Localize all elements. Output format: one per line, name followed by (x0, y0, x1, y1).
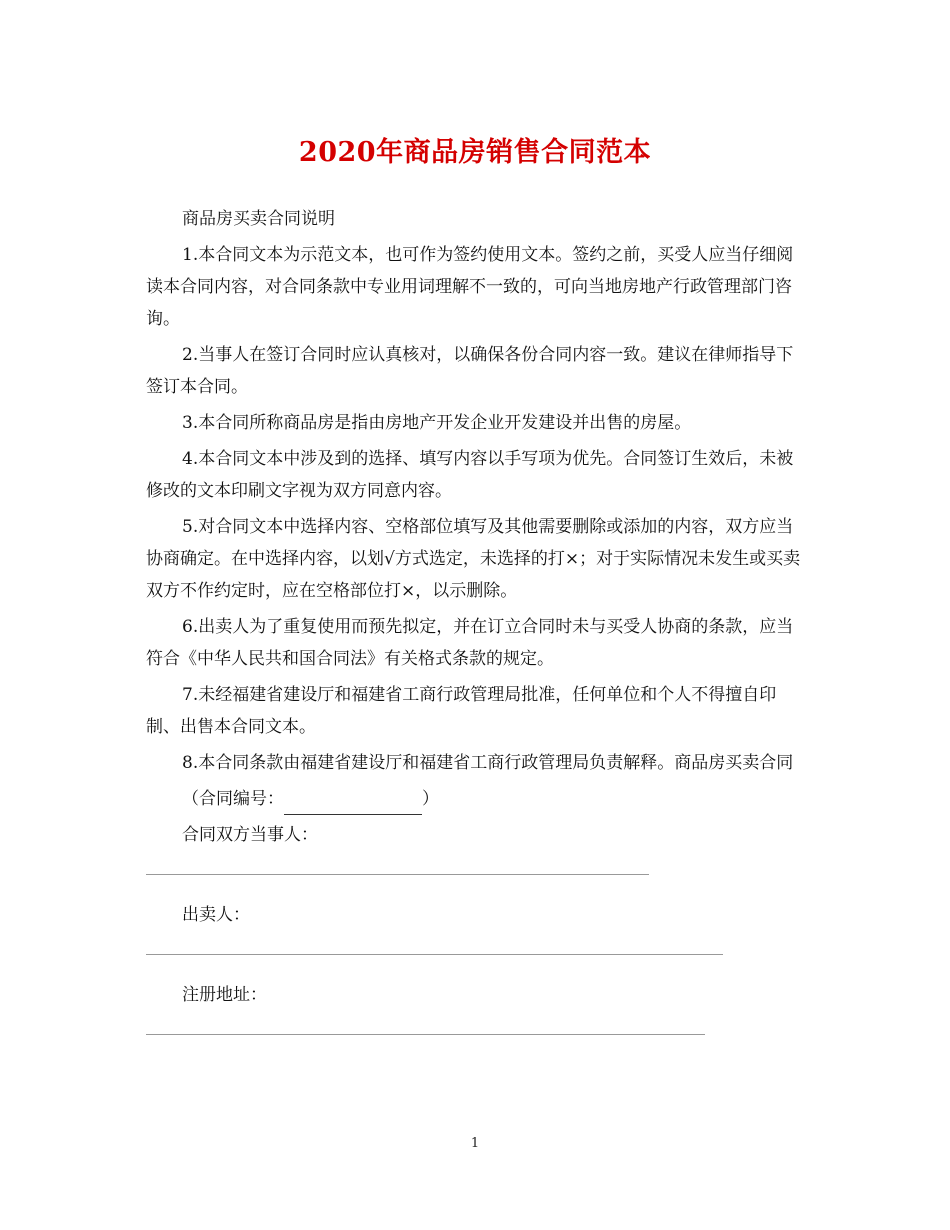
contract-number-line (146, 783, 806, 815)
contract-number-blank (284, 794, 422, 815)
clause-2: 2.当事人在签订合同时应认真核对，以确保各份合同内容一致。建议在律师指导下签订本合同。 (146, 345, 794, 397)
clause-3: 3.本合同所称商品房是指由房地产开发企业开发建设并出售的房屋。 (182, 413, 692, 433)
clause-5: 5.对合同文本中选择内容、空格部位填写及其他需要删除或添加的内容，双方应当协商确定。在中选择内容，以划√方式选定，未选择的打×；对于实际情况未发生或买卖双方不作约定时，应在空格部位打×，以示删除。 (146, 517, 801, 601)
page-number: 1 (470, 1136, 480, 1151)
address-label: 注册地址： (182, 985, 267, 1005)
clause-7: 7.未经福建省建设厅和福建省工商行政管理局批准，任何单位和个人不得擅自印制、出售本合同文本。 (146, 685, 777, 737)
clause-4: 4.本合同文本中涉及到的选择、填写内容以手写项为优先。合同签订生效后，未被修改的文本印刷文字视为双方同意内容。 (146, 449, 794, 501)
document-title: 2020年商品房销售合同范本 (298, 137, 652, 168)
document-body (146, 203, 806, 1059)
seller-label: 出卖人： (182, 905, 250, 925)
address-fill-line (146, 1034, 705, 1035)
clause-8: 8.本合同条款由福建省建设厅和福建省工商行政管理局负责解释。商品房买卖合同 (182, 753, 794, 773)
parties-label: 合同双方当事人： (182, 825, 318, 845)
clause-6: 6.出卖人为了重复使用而预先拟定，并在订立合同时未与买受人协商的条款，应当符合《中华人民共和国合同法》有关格式条款的规定。 (146, 617, 794, 669)
contract-number-open: （合同编号： (182, 789, 284, 809)
section-heading: 商品房买卖合同说明 (182, 209, 335, 229)
parties-fill-line (146, 874, 649, 875)
clause-1: 1.本合同文本为示范文本，也可作为签约使用文本。签约之前，买受人应当仔细阅读本合同内容，对合同条款中专业用词理解不一致的，可向当地房地产行政管理部门咨询。 (146, 245, 794, 329)
contract-number-close: ） (422, 789, 439, 809)
seller-fill-line (146, 954, 723, 955)
